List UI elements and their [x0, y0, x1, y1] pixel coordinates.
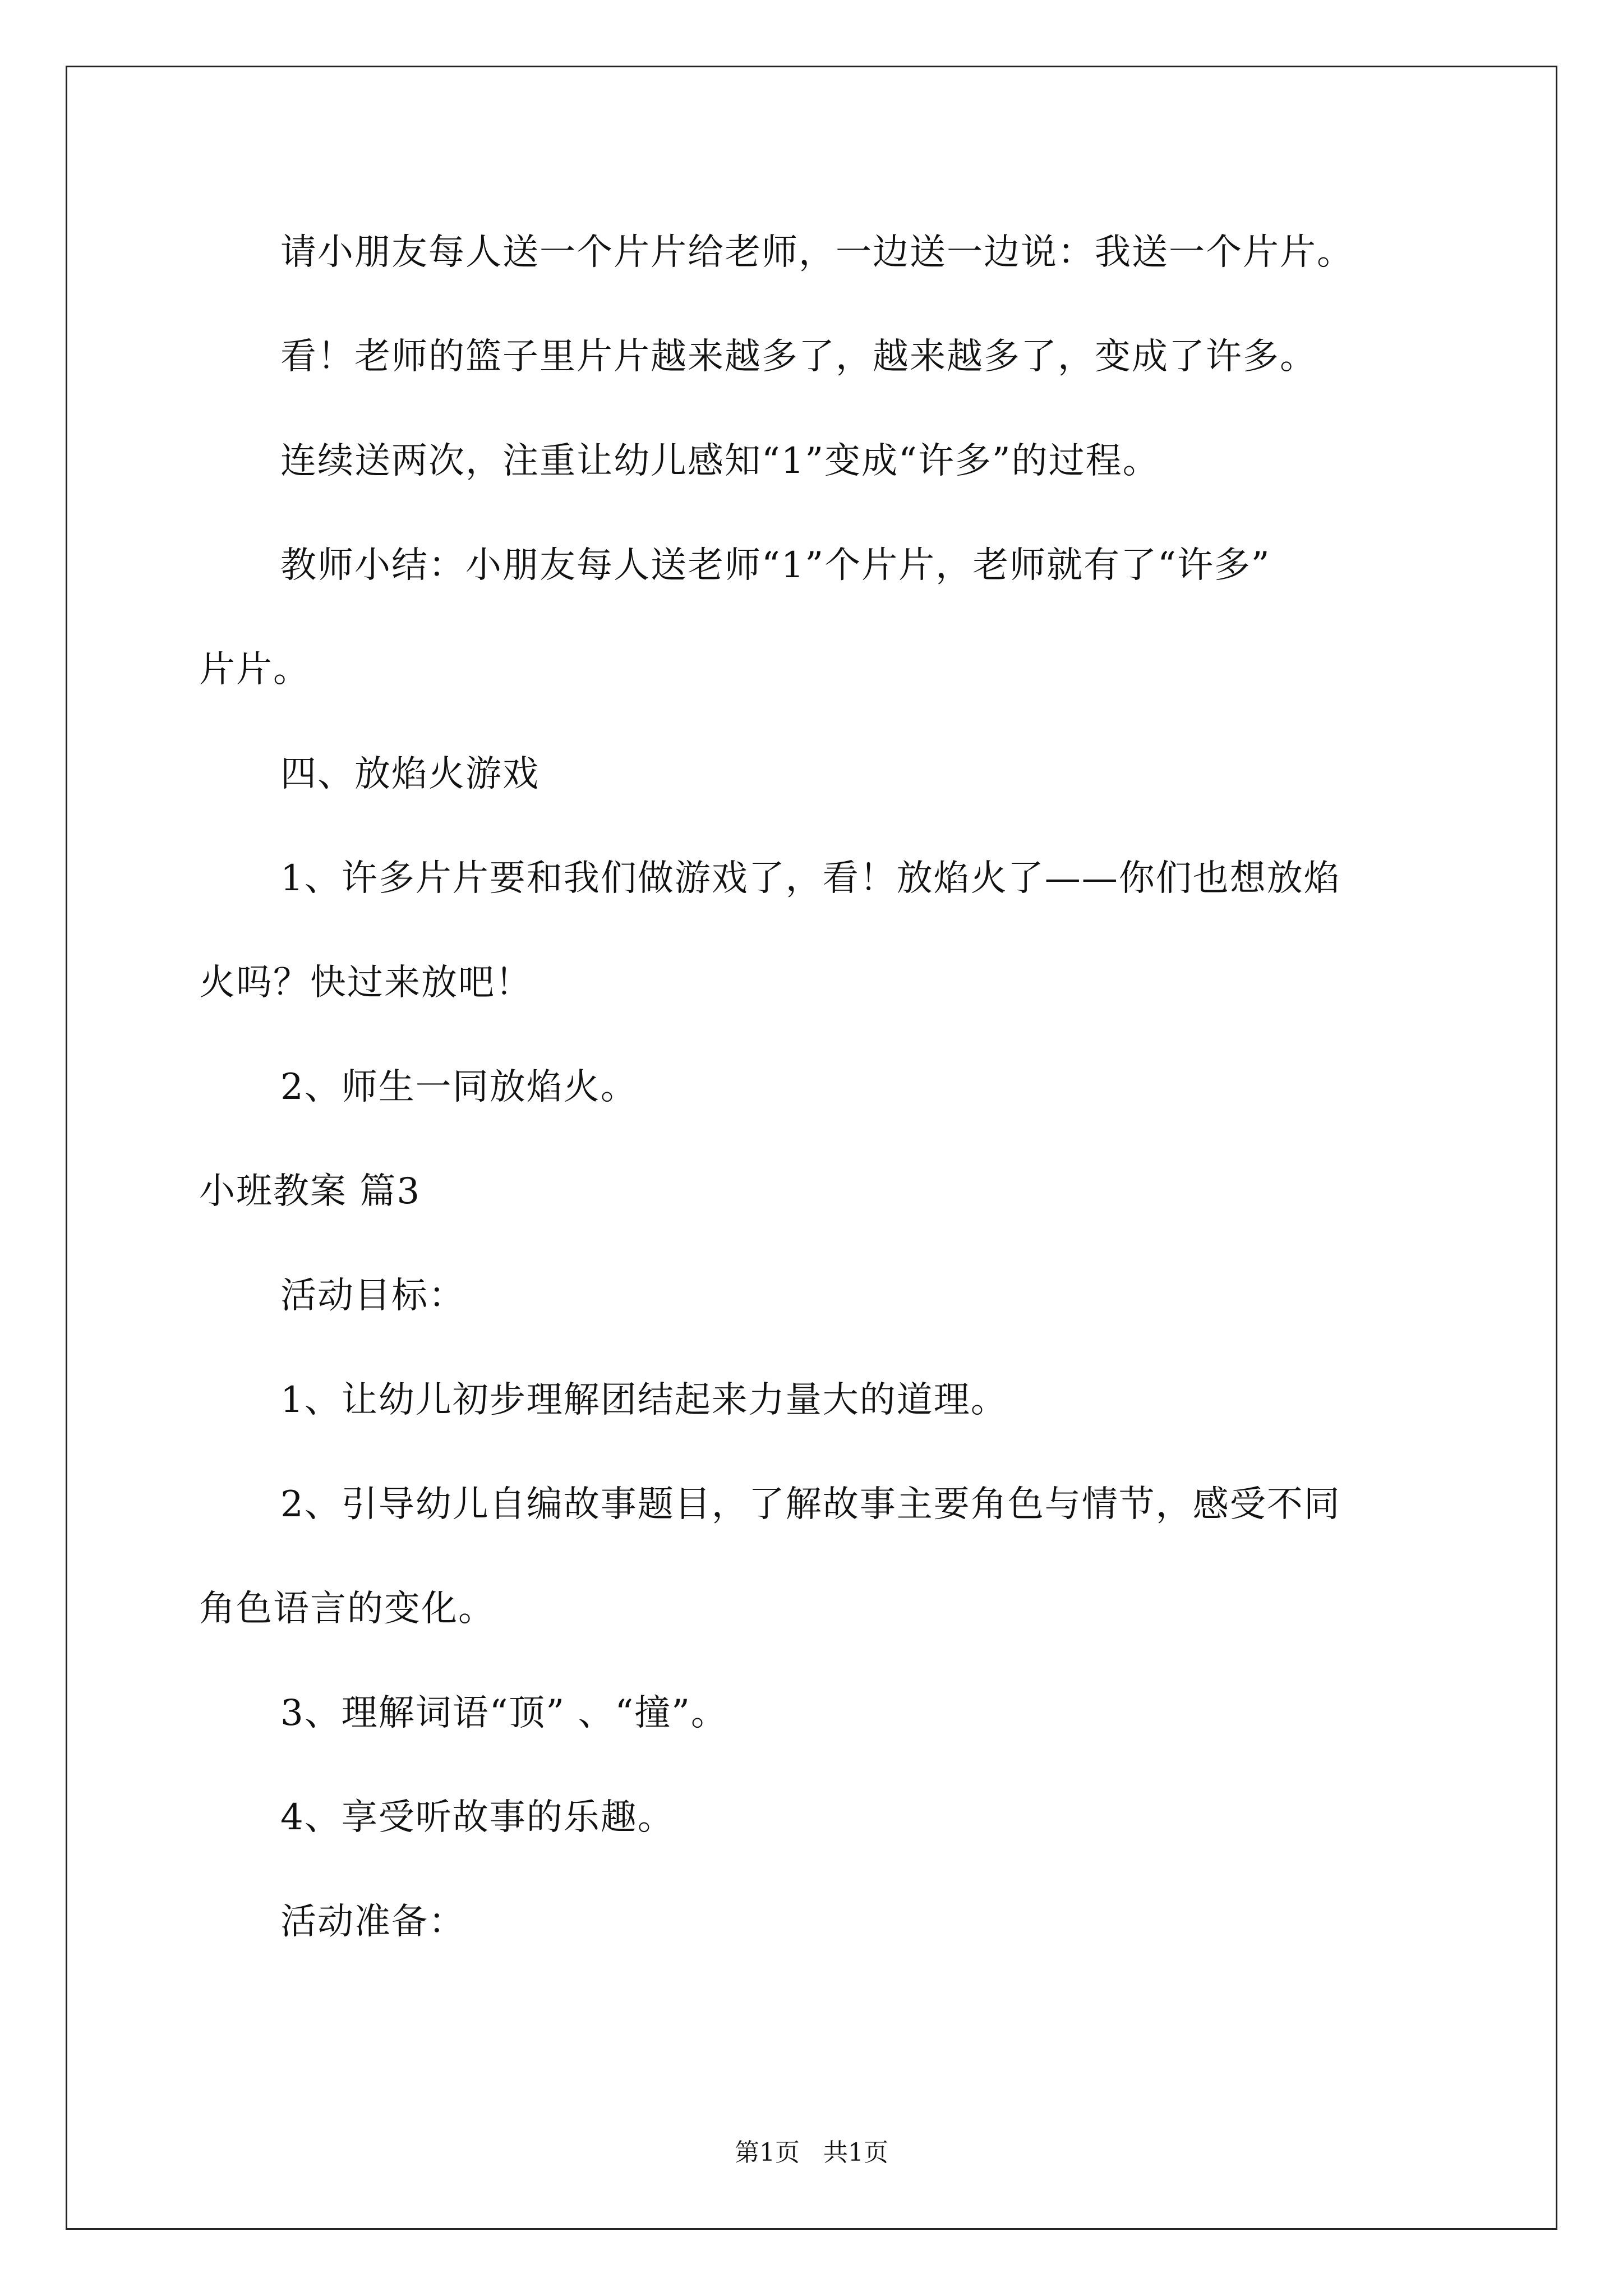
paragraph-line: 片片。: [199, 649, 310, 691]
page-footer: 第1页 共1页: [735, 2138, 888, 2167]
paragraph-line: 角色语言的变化。: [199, 1588, 495, 1630]
paragraph-line: 看！老师的篮子里片片越来越多了，越来越多了，变成了许多。: [280, 336, 1317, 378]
paragraph-line: 3、理解词语“顶” 、“撞”。: [280, 1692, 728, 1734]
paragraph-line: 1、许多片片要和我们做游戏了，看！放焰火了——你们也想放焰: [280, 858, 1341, 899]
paragraph-line: 火吗？快过来放吧！: [199, 962, 532, 1004]
section-heading: 活动准备：: [280, 1901, 465, 1943]
paragraph-line: 2、引导幼儿自编故事题目，了解故事主要角色与情节，感受不同: [280, 1484, 1341, 1525]
paragraph-line: 1、让幼儿初步理解团结起来力量大的道理。: [280, 1379, 1008, 1421]
article-heading: 小班教案 篇3: [199, 1171, 421, 1212]
section-heading: 四、放焰火游戏: [280, 753, 540, 795]
section-heading: 活动目标：: [280, 1275, 465, 1317]
paragraph-line: 连续送两次，注重让幼儿感知“1”变成“许多”的过程。: [280, 440, 1160, 482]
paragraph-line: 4、享受听故事的乐趣。: [280, 1797, 675, 1838]
paragraph-line: 请小朋友每人送一个片片给老师，一边送一边说：我送一个片片。: [280, 232, 1354, 273]
paragraph-line: 教师小结：小朋友每人送老师“1”个片片，老师就有了“许多”: [280, 545, 1271, 586]
paragraph-line: 2、师生一同放焰火。: [280, 1066, 638, 1108]
